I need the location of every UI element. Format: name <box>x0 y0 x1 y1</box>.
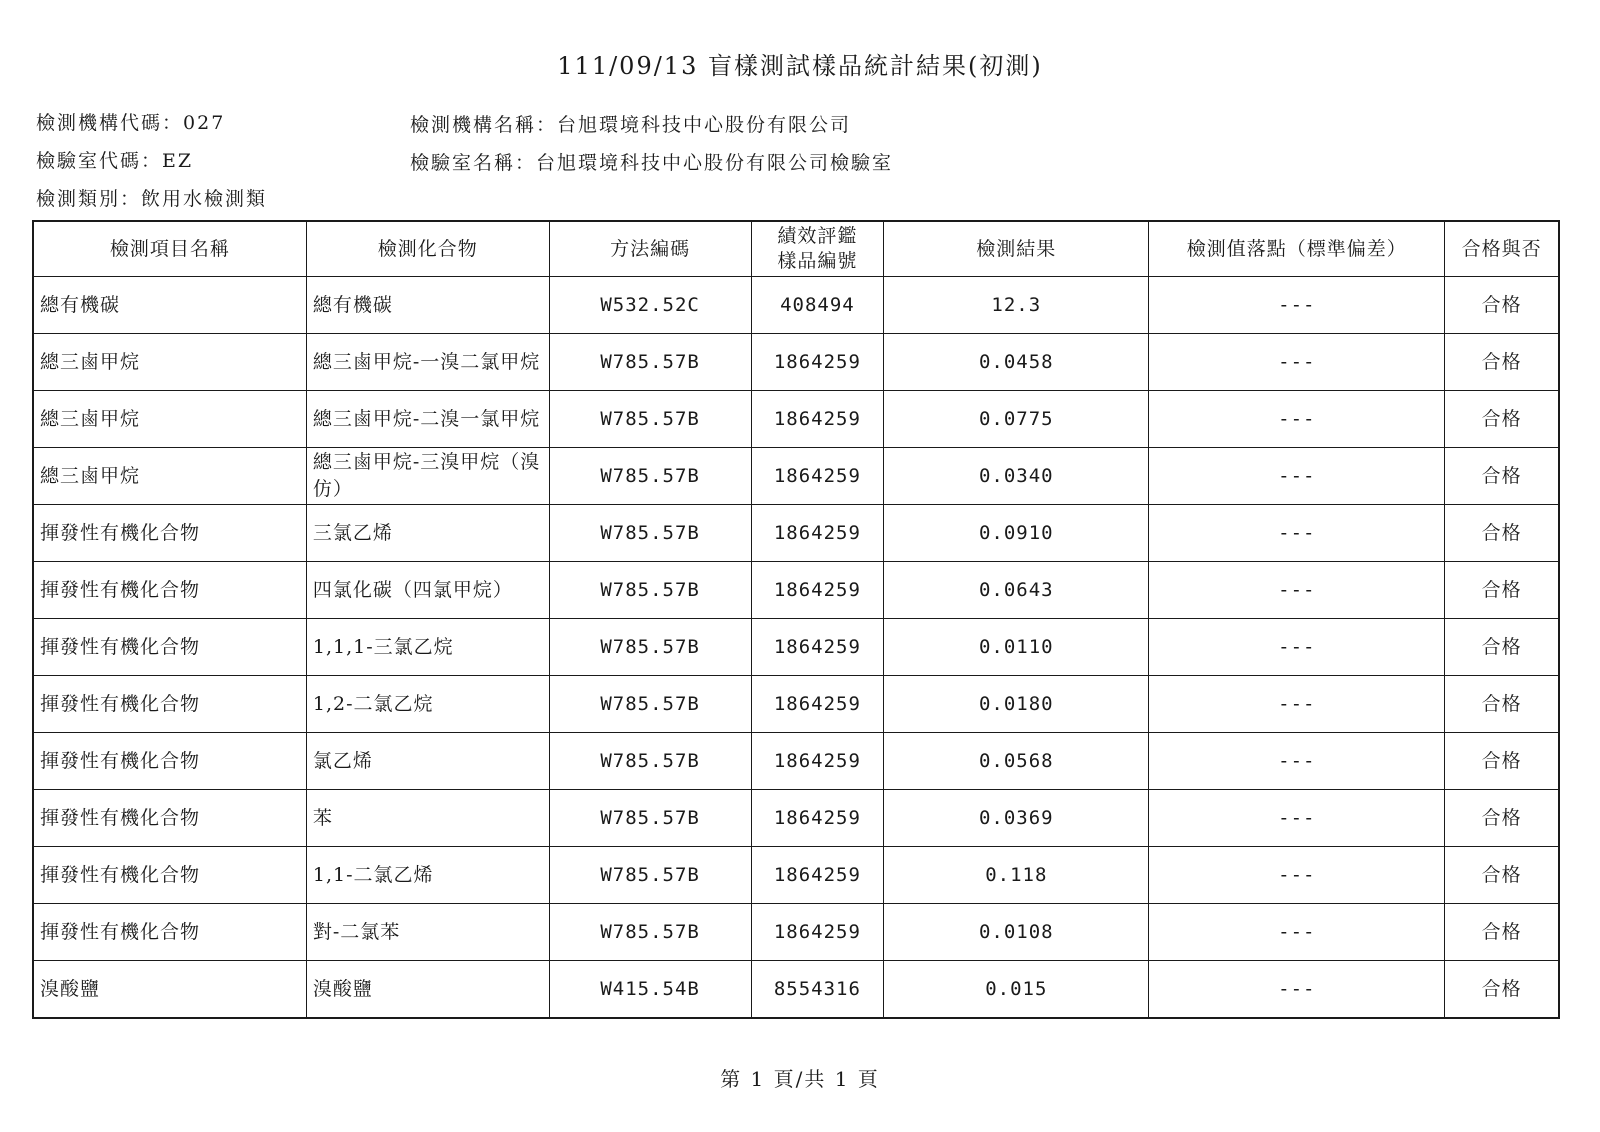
deviation-cell: --- <box>1149 277 1445 334</box>
method-code-cell: W532.52C <box>549 277 751 334</box>
deviation-cell: --- <box>1149 961 1445 1019</box>
pass-fail-cell: 合格 <box>1445 562 1559 619</box>
header-result: 檢測結果 <box>884 221 1149 277</box>
result-cell: 0.0108 <box>884 904 1149 961</box>
result-cell: 12.3 <box>884 277 1149 334</box>
method-code-cell: W785.57B <box>549 448 751 505</box>
pass-fail-cell: 合格 <box>1445 733 1559 790</box>
result-cell: 0.0910 <box>884 505 1149 562</box>
compound-cell: 1,1,1-三氯乙烷 <box>306 619 549 676</box>
method-code-cell: W785.57B <box>549 562 751 619</box>
pass-fail-cell: 合格 <box>1445 676 1559 733</box>
table-row <box>33 619 1559 676</box>
agency-name-label: 檢測機構名稱： <box>410 114 558 136</box>
agency-code-label: 檢測機構代碼： <box>36 112 184 134</box>
test-item-cell: 總三鹵甲烷 <box>33 334 306 391</box>
deviation-cell: --- <box>1149 733 1445 790</box>
result-cell: 0.015 <box>884 961 1149 1019</box>
sample-number-cell: 1864259 <box>751 619 884 676</box>
page-number: 第 1 頁/共 1 頁 <box>720 1067 880 1091</box>
deviation-cell: --- <box>1149 448 1445 505</box>
result-cell: 0.0180 <box>884 676 1149 733</box>
deviation-cell: --- <box>1149 676 1445 733</box>
sample-number-cell: 1864259 <box>751 448 884 505</box>
table-header-row <box>33 221 1559 277</box>
test-item-cell: 揮發性有機化合物 <box>33 562 306 619</box>
test-item-cell: 溴酸鹽 <box>33 961 306 1019</box>
table-row <box>33 847 1559 904</box>
lab-name-value: 台旭環境科技中心股份有限公司檢驗室 <box>536 152 894 174</box>
sample-number-cell: 1864259 <box>751 391 884 448</box>
test-item-cell: 總三鹵甲烷 <box>33 391 306 448</box>
header-sample-number: 績效評鑑 樣品編號 <box>751 221 884 277</box>
pass-fail-cell: 合格 <box>1445 847 1559 904</box>
deviation-cell: --- <box>1149 562 1445 619</box>
method-code-cell: W785.57B <box>549 847 751 904</box>
test-category-label: 檢測類別： <box>36 188 142 210</box>
header-test-item: 檢測項目名稱 <box>33 221 306 277</box>
result-cell: 0.0110 <box>884 619 1149 676</box>
test-item-cell: 揮發性有機化合物 <box>33 904 306 961</box>
method-code-cell: W785.57B <box>549 904 751 961</box>
deviation-cell: --- <box>1149 619 1445 676</box>
test-item-cell: 總三鹵甲烷 <box>33 448 306 505</box>
compound-cell: 總有機碳 <box>306 277 549 334</box>
table-row <box>33 562 1559 619</box>
report-title: 111/09/13 盲樣測試樣品統計結果(初測) <box>557 52 1043 80</box>
header-deviation: 檢測值落點（標準偏差） <box>1149 221 1445 277</box>
pass-fail-cell: 合格 <box>1445 334 1559 391</box>
agency-code-value: 027 <box>183 112 226 134</box>
method-code-cell: W785.57B <box>549 676 751 733</box>
sample-number-cell: 8554316 <box>751 961 884 1019</box>
test-item-cell: 總有機碳 <box>33 277 306 334</box>
results-table <box>32 220 1560 1019</box>
compound-cell: 溴酸鹽 <box>306 961 549 1019</box>
method-code-cell: W785.57B <box>549 334 751 391</box>
compound-cell: 四氯化碳（四氯甲烷） <box>306 562 549 619</box>
result-cell: 0.0568 <box>884 733 1149 790</box>
agency-name-value: 台旭環境科技中心股份有限公司 <box>557 114 852 136</box>
pass-fail-cell: 合格 <box>1445 391 1559 448</box>
sample-number-cell: 1864259 <box>751 334 884 391</box>
deviation-cell: --- <box>1149 904 1445 961</box>
deviation-cell: --- <box>1149 334 1445 391</box>
result-cell: 0.0340 <box>884 448 1149 505</box>
lab-name <box>410 148 893 175</box>
table-body <box>33 277 1559 1019</box>
result-cell: 0.0643 <box>884 562 1149 619</box>
lab-name-label: 檢驗室名稱： <box>410 152 537 174</box>
sample-number-cell: 1864259 <box>751 847 884 904</box>
compound-cell: 總三鹵甲烷-二溴一氯甲烷 <box>306 391 549 448</box>
pass-fail-cell: 合格 <box>1445 961 1559 1019</box>
test-item-cell: 揮發性有機化合物 <box>33 733 306 790</box>
compound-cell: 苯 <box>306 790 549 847</box>
test-category-value: 飲用水檢測類 <box>141 188 268 210</box>
lab-code-value: EZ <box>162 150 194 172</box>
compound-cell: 總三鹵甲烷-三溴甲烷（溴仿） <box>306 448 549 505</box>
compound-cell: 三氯乙烯 <box>306 505 549 562</box>
sample-number-cell: 1864259 <box>751 562 884 619</box>
sample-number-cell: 1864259 <box>751 676 884 733</box>
test-item-cell: 揮發性有機化合物 <box>33 676 306 733</box>
result-cell: 0.0775 <box>884 391 1149 448</box>
pass-fail-cell: 合格 <box>1445 277 1559 334</box>
sample-number-cell: 1864259 <box>751 733 884 790</box>
deviation-cell: --- <box>1149 790 1445 847</box>
pass-fail-cell: 合格 <box>1445 448 1559 505</box>
pass-fail-cell: 合格 <box>1445 619 1559 676</box>
table-row <box>33 961 1559 1019</box>
compound-cell: 1,2-二氯乙烷 <box>306 676 549 733</box>
sample-number-cell: 1864259 <box>751 505 884 562</box>
deviation-cell: --- <box>1149 847 1445 904</box>
compound-cell: 總三鹵甲烷-一溴二氯甲烷 <box>306 334 549 391</box>
compound-cell: 氯乙烯 <box>306 733 549 790</box>
sample-number-cell: 408494 <box>751 277 884 334</box>
pass-fail-cell: 合格 <box>1445 505 1559 562</box>
result-cell: 0.0458 <box>884 334 1149 391</box>
test-item-cell: 揮發性有機化合物 <box>33 790 306 847</box>
method-code-cell: W415.54B <box>549 961 751 1019</box>
agency-code <box>36 108 225 135</box>
table-row <box>33 733 1559 790</box>
table-row <box>33 391 1559 448</box>
result-cell: 0.118 <box>884 847 1149 904</box>
table-row <box>33 505 1559 562</box>
header-method-code: 方法編碼 <box>549 221 751 277</box>
pass-fail-cell: 合格 <box>1445 904 1559 961</box>
pass-fail-cell: 合格 <box>1445 790 1559 847</box>
result-cell: 0.0369 <box>884 790 1149 847</box>
method-code-cell: W785.57B <box>549 790 751 847</box>
table-row <box>33 334 1559 391</box>
method-code-cell: W785.57B <box>549 619 751 676</box>
compound-cell: 對-二氯苯 <box>306 904 549 961</box>
table-row <box>33 904 1559 961</box>
test-category <box>36 184 267 211</box>
method-code-cell: W785.57B <box>549 733 751 790</box>
method-code-cell: W785.57B <box>549 505 751 562</box>
table-row <box>33 277 1559 334</box>
header-pass-fail: 合格與否 <box>1445 221 1559 277</box>
lab-code-label: 檢驗室代碼： <box>36 150 163 172</box>
lab-code <box>36 146 193 173</box>
test-item-cell: 揮發性有機化合物 <box>33 619 306 676</box>
header-compound: 檢測化合物 <box>306 221 549 277</box>
table-row <box>33 448 1559 505</box>
test-item-cell: 揮發性有機化合物 <box>33 847 306 904</box>
table-row <box>33 790 1559 847</box>
sample-number-cell: 1864259 <box>751 790 884 847</box>
compound-cell: 1,1-二氯乙烯 <box>306 847 549 904</box>
deviation-cell: --- <box>1149 505 1445 562</box>
agency-name <box>410 110 851 137</box>
test-item-cell: 揮發性有機化合物 <box>33 505 306 562</box>
table-row <box>33 676 1559 733</box>
method-code-cell: W785.57B <box>549 391 751 448</box>
deviation-cell: --- <box>1149 391 1445 448</box>
sample-number-cell: 1864259 <box>751 904 884 961</box>
